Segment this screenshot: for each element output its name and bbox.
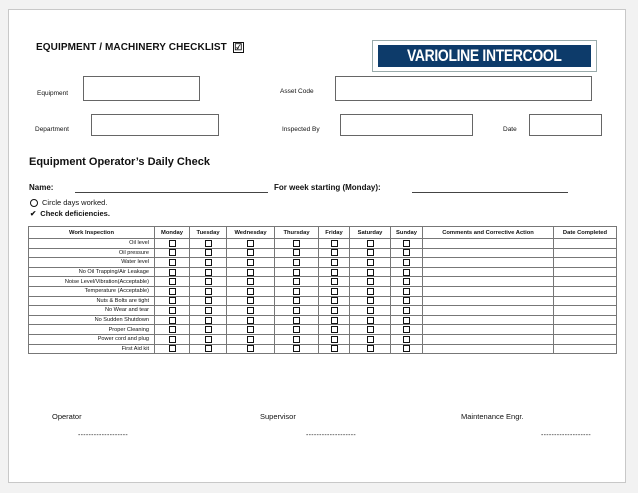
supervisor-signature-line[interactable]: ------------------- <box>306 432 356 439</box>
day-cell <box>227 325 275 335</box>
day-checkbox[interactable] <box>331 326 338 333</box>
day-checkbox[interactable] <box>247 317 254 324</box>
day-cell <box>190 248 227 258</box>
day-checkbox[interactable] <box>169 278 176 285</box>
day-checkbox[interactable] <box>169 269 176 276</box>
table-row <box>29 258 617 268</box>
inspection-item-label: No Sudden Shutdown <box>29 315 155 325</box>
table-row <box>29 267 617 277</box>
day-checkbox[interactable] <box>293 297 300 304</box>
comments-cell[interactable] <box>423 315 554 325</box>
date-completed-cell[interactable] <box>554 277 617 287</box>
day-checkbox[interactable] <box>403 249 410 256</box>
day-cell <box>391 267 423 277</box>
day-checkbox[interactable] <box>205 269 212 276</box>
department-field[interactable] <box>91 114 219 136</box>
day-cell <box>275 248 319 258</box>
day-checkbox[interactable] <box>247 345 254 352</box>
comments-cell[interactable] <box>423 258 554 268</box>
day-checkbox[interactable] <box>403 269 410 276</box>
day-checkbox[interactable] <box>293 307 300 314</box>
logo-text: VARIOLINE INTERCOOL <box>407 46 562 65</box>
day-checkbox[interactable] <box>331 317 338 324</box>
table-header-row <box>29 227 617 239</box>
day-checkbox[interactable] <box>205 240 212 247</box>
day-cell <box>391 258 423 268</box>
circle-note-text: Circle days worked. <box>42 198 108 207</box>
table-row <box>29 277 617 287</box>
day-checkbox[interactable] <box>367 259 374 266</box>
day-cell <box>227 315 275 325</box>
day-cell <box>391 334 423 344</box>
day-cell <box>227 239 275 249</box>
inspected-by-field[interactable] <box>340 114 473 136</box>
day-checkbox[interactable] <box>247 240 254 247</box>
day-checkbox[interactable] <box>367 240 374 247</box>
day-checkbox[interactable] <box>403 317 410 324</box>
col-comments: Comments and Corrective Action <box>423 227 554 239</box>
day-cell <box>350 248 391 258</box>
day-cell <box>275 334 319 344</box>
table-row <box>29 315 617 325</box>
equipment-label: Equipment <box>37 90 69 97</box>
col-tuesday: Tuesday <box>190 227 227 239</box>
date-completed-cell[interactable] <box>554 334 617 344</box>
day-cell <box>391 315 423 325</box>
day-checkbox[interactable] <box>247 288 254 295</box>
day-cell <box>391 286 423 296</box>
day-checkbox[interactable] <box>293 278 300 285</box>
department-label: Department <box>35 126 69 133</box>
day-cell <box>227 286 275 296</box>
day-cell <box>155 306 190 316</box>
check-note <box>30 209 110 218</box>
day-checkbox[interactable] <box>293 249 300 256</box>
day-checkbox[interactable] <box>331 269 338 276</box>
day-cell <box>319 239 350 249</box>
col-thursday: Thursday <box>275 227 319 239</box>
operator-label: Operator <box>52 412 82 421</box>
day-checkbox[interactable] <box>331 336 338 343</box>
week-start-label: For week starting (Monday): <box>274 183 381 192</box>
checklist-page <box>8 9 626 483</box>
day-cell <box>350 239 391 249</box>
section-heading: Equipment Operator’s Daily Check <box>29 156 210 168</box>
day-checkbox[interactable] <box>247 249 254 256</box>
table-row <box>29 344 617 354</box>
day-cell <box>155 286 190 296</box>
day-cell <box>391 248 423 258</box>
day-checkbox[interactable] <box>367 269 374 276</box>
day-cell <box>227 277 275 287</box>
inspection-item-label: Water level <box>29 258 155 268</box>
day-checkbox[interactable] <box>331 240 338 247</box>
day-cell <box>319 344 350 354</box>
day-checkbox[interactable] <box>205 317 212 324</box>
day-checkbox[interactable] <box>403 240 410 247</box>
day-checkbox[interactable] <box>367 345 374 352</box>
comments-cell[interactable] <box>423 344 554 354</box>
col-date-completed: Date Completed <box>554 227 617 239</box>
day-cell <box>155 267 190 277</box>
day-cell <box>155 296 190 306</box>
name-line[interactable] <box>75 192 268 193</box>
day-checkbox[interactable] <box>367 326 374 333</box>
day-checkbox[interactable] <box>367 249 374 256</box>
comments-cell[interactable] <box>423 277 554 287</box>
day-cell <box>319 306 350 316</box>
day-cell <box>190 258 227 268</box>
day-cell <box>190 306 227 316</box>
maintenance-label: Maintenance Engr. <box>461 412 524 421</box>
day-cell <box>391 277 423 287</box>
day-cell <box>350 267 391 277</box>
day-cell <box>155 344 190 354</box>
day-checkbox[interactable] <box>293 326 300 333</box>
day-cell <box>227 334 275 344</box>
day-cell <box>350 306 391 316</box>
day-checkbox[interactable] <box>403 326 410 333</box>
day-cell <box>190 277 227 287</box>
comments-cell[interactable] <box>423 267 554 277</box>
day-cell <box>190 286 227 296</box>
day-cell <box>155 258 190 268</box>
col-saturday: Saturday <box>350 227 391 239</box>
date-completed-cell[interactable] <box>554 315 617 325</box>
inspection-item-label: No Oil Trapping/Air Leakage <box>29 267 155 277</box>
day-checkbox[interactable] <box>169 259 176 266</box>
date-completed-cell[interactable] <box>554 296 617 306</box>
day-cell <box>275 267 319 277</box>
inspection-item-label: Nuts & Bolts are tight <box>29 296 155 306</box>
day-cell <box>350 334 391 344</box>
table-row <box>29 296 617 306</box>
logo-banner <box>378 45 591 67</box>
table-row <box>29 325 617 335</box>
inspection-item-label: Oil level <box>29 239 155 249</box>
day-checkbox[interactable] <box>169 317 176 324</box>
comments-cell[interactable] <box>423 239 554 249</box>
day-checkbox[interactable] <box>169 240 176 247</box>
day-cell <box>190 296 227 306</box>
day-checkbox[interactable] <box>367 278 374 285</box>
day-cell <box>319 334 350 344</box>
day-checkbox[interactable] <box>205 336 212 343</box>
day-checkbox[interactable] <box>169 326 176 333</box>
day-cell <box>391 296 423 306</box>
date-completed-cell[interactable] <box>554 286 617 296</box>
name-label: Name: <box>29 183 54 192</box>
circle-icon <box>30 199 38 207</box>
date-completed-cell[interactable] <box>554 306 617 316</box>
day-cell <box>227 296 275 306</box>
date-completed-cell[interactable] <box>554 344 617 354</box>
day-cell <box>350 277 391 287</box>
day-cell <box>391 239 423 249</box>
day-cell <box>275 325 319 335</box>
comments-cell[interactable] <box>423 286 554 296</box>
day-checkbox[interactable] <box>247 326 254 333</box>
day-cell <box>350 258 391 268</box>
date-completed-cell[interactable] <box>554 267 617 277</box>
day-checkbox[interactable] <box>403 297 410 304</box>
day-checkbox[interactable] <box>169 288 176 295</box>
day-checkbox[interactable] <box>205 288 212 295</box>
day-cell <box>227 306 275 316</box>
day-checkbox[interactable] <box>293 269 300 276</box>
day-cell <box>155 334 190 344</box>
day-checkbox[interactable] <box>367 336 374 343</box>
day-cell <box>190 344 227 354</box>
day-cell <box>319 325 350 335</box>
comments-cell[interactable] <box>423 306 554 316</box>
comments-cell[interactable] <box>423 334 554 344</box>
check-note-text: Check deficiencies. <box>40 209 110 218</box>
day-checkbox[interactable] <box>403 307 410 314</box>
day-cell <box>391 325 423 335</box>
day-checkbox[interactable] <box>293 345 300 352</box>
day-cell <box>319 296 350 306</box>
day-cell <box>155 315 190 325</box>
day-cell <box>319 315 350 325</box>
day-cell <box>319 248 350 258</box>
day-cell <box>190 334 227 344</box>
day-cell <box>155 277 190 287</box>
table-row <box>29 306 617 316</box>
day-cell <box>190 267 227 277</box>
day-cell <box>227 344 275 354</box>
comments-cell[interactable] <box>423 248 554 258</box>
day-cell <box>275 315 319 325</box>
asset-code-field[interactable] <box>335 76 592 101</box>
day-checkbox[interactable] <box>247 269 254 276</box>
day-cell <box>350 344 391 354</box>
date-label: Date <box>503 126 517 133</box>
check-mark-icon: ✔ <box>30 209 37 218</box>
day-checkbox[interactable] <box>331 297 338 304</box>
col-wednesday: Wednesday <box>227 227 275 239</box>
day-cell <box>275 277 319 287</box>
inspection-item-label: No Wear and tear <box>29 306 155 316</box>
day-cell <box>350 315 391 325</box>
day-cell <box>391 344 423 354</box>
day-checkbox[interactable] <box>205 345 212 352</box>
comments-cell[interactable] <box>423 296 554 306</box>
day-checkbox[interactable] <box>403 259 410 266</box>
table-row <box>29 286 617 296</box>
inspection-item-label: Temperature (Acceptable) <box>29 286 155 296</box>
day-cell <box>275 258 319 268</box>
day-cell <box>190 315 227 325</box>
inspection-table-body <box>29 239 617 354</box>
day-checkbox[interactable] <box>331 278 338 285</box>
asset-code-label: Asset Code <box>280 88 314 95</box>
day-cell <box>350 296 391 306</box>
day-checkbox[interactable] <box>169 297 176 304</box>
day-cell <box>275 344 319 354</box>
col-monday: Monday <box>155 227 190 239</box>
day-checkbox[interactable] <box>205 249 212 256</box>
maintenance-signature-line[interactable]: ------------------- <box>541 432 591 439</box>
day-checkbox[interactable] <box>205 297 212 304</box>
day-checkbox[interactable] <box>247 307 254 314</box>
circle-note <box>30 198 107 207</box>
checkbox-checked-icon: ☑ <box>234 42 243 52</box>
day-cell <box>391 306 423 316</box>
table-row <box>29 248 617 258</box>
col-friday: Friday <box>319 227 350 239</box>
day-cell <box>155 239 190 249</box>
day-cell <box>227 248 275 258</box>
day-checkbox[interactable] <box>169 307 176 314</box>
day-checkbox[interactable] <box>169 336 176 343</box>
day-cell <box>275 306 319 316</box>
day-checkbox[interactable] <box>403 345 410 352</box>
day-cell <box>319 277 350 287</box>
date-completed-cell[interactable] <box>554 248 617 258</box>
day-checkbox[interactable] <box>205 278 212 285</box>
company-logo <box>372 40 597 72</box>
week-start-line[interactable] <box>412 192 568 193</box>
day-cell <box>350 286 391 296</box>
day-cell <box>275 296 319 306</box>
date-completed-cell[interactable] <box>554 325 617 335</box>
inspection-item-label: Oil pressure <box>29 248 155 258</box>
inspection-table <box>28 226 617 354</box>
day-checkbox[interactable] <box>293 336 300 343</box>
day-checkbox[interactable] <box>247 336 254 343</box>
day-checkbox[interactable] <box>367 297 374 304</box>
day-checkbox[interactable] <box>247 259 254 266</box>
date-completed-cell[interactable] <box>554 239 617 249</box>
table-row <box>29 334 617 344</box>
day-checkbox[interactable] <box>205 259 212 266</box>
day-checkbox[interactable] <box>205 326 212 333</box>
day-cell <box>319 286 350 296</box>
date-completed-cell[interactable] <box>554 258 617 268</box>
day-cell <box>190 325 227 335</box>
inspection-item-label: Proper Cleaning <box>29 325 155 335</box>
day-checkbox[interactable] <box>403 336 410 343</box>
day-checkbox[interactable] <box>367 288 374 295</box>
day-checkbox[interactable] <box>367 307 374 314</box>
day-checkbox[interactable] <box>331 307 338 314</box>
day-checkbox[interactable] <box>331 259 338 266</box>
day-checkbox[interactable] <box>293 240 300 247</box>
day-checkbox[interactable] <box>205 307 212 314</box>
day-checkbox[interactable] <box>169 249 176 256</box>
day-cell <box>227 258 275 268</box>
supervisor-label: Supervisor <box>260 412 296 421</box>
day-checkbox[interactable] <box>247 297 254 304</box>
day-checkbox[interactable] <box>247 278 254 285</box>
day-cell <box>227 267 275 277</box>
day-cell <box>350 325 391 335</box>
day-cell <box>275 239 319 249</box>
equipment-field[interactable] <box>83 76 200 101</box>
table-row <box>29 239 617 249</box>
comments-cell[interactable] <box>423 325 554 335</box>
day-cell <box>190 239 227 249</box>
title-text: EQUIPMENT / MACHINERY CHECKLIST <box>36 42 227 53</box>
day-checkbox[interactable] <box>331 249 338 256</box>
inspection-item-label: Power cord and plug <box>29 334 155 344</box>
day-checkbox[interactable] <box>403 288 410 295</box>
col-work-inspection: Work Inspection <box>29 227 155 239</box>
day-cell <box>155 325 190 335</box>
inspection-item-label: First Aid kit <box>29 344 155 354</box>
day-checkbox[interactable] <box>403 278 410 285</box>
inspected-by-label: Inspected By <box>282 126 320 133</box>
day-cell <box>275 286 319 296</box>
page-title <box>36 42 244 53</box>
day-checkbox[interactable] <box>367 317 374 324</box>
day-checkbox[interactable] <box>331 288 338 295</box>
inspection-item-label: Noise Level/Vibration(Acceptable) <box>29 277 155 287</box>
day-checkbox[interactable] <box>293 317 300 324</box>
day-cell <box>155 248 190 258</box>
operator-signature-line[interactable]: ------------------- <box>78 432 128 439</box>
date-field[interactable] <box>529 114 602 136</box>
day-cell <box>319 267 350 277</box>
day-checkbox[interactable] <box>331 345 338 352</box>
day-checkbox[interactable] <box>293 259 300 266</box>
day-checkbox[interactable] <box>293 288 300 295</box>
col-sunday: Sunday <box>391 227 423 239</box>
day-cell <box>319 258 350 268</box>
day-checkbox[interactable] <box>169 345 176 352</box>
